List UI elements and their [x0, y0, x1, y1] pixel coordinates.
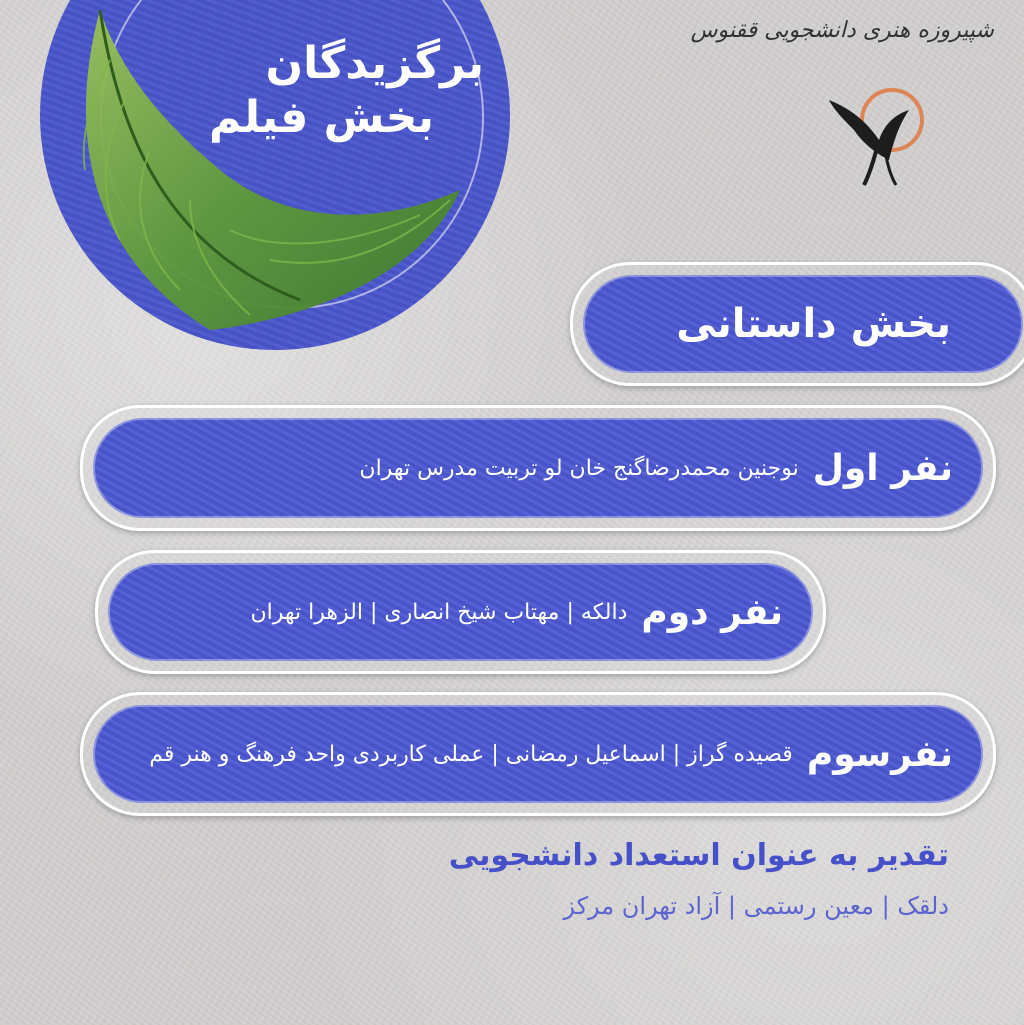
winner-second-text: دالکه | مهتاب شیخ انصاری | الزهرا تهران	[250, 599, 628, 625]
winner-first-inner	[93, 418, 983, 518]
section-pill	[570, 262, 1024, 386]
phoenix-icon	[824, 80, 929, 190]
winner-third-pill	[80, 692, 996, 816]
winner-first-text: نوجنین محمدرضاگنج خان لو تربیت مدرس تهران	[359, 455, 799, 481]
section-title: بخش داستانی	[676, 301, 951, 347]
winner-first-rank: نفر اول	[812, 447, 953, 489]
winner-third-rank: نفرسوم	[806, 733, 953, 775]
winner-second-rank: نفر دوم	[641, 591, 783, 633]
winner-third-inner	[93, 705, 983, 803]
winner-third-text: قصیده گراز | اسماعیل رمضانی | عملی کاربردی واحد فرهنگ و هنر قم	[149, 741, 793, 767]
winner-second-inner	[108, 563, 813, 661]
honorable-text: دلقک | معین رستمی | آزاد تهران مرکز	[563, 892, 949, 920]
page-title-line-2: بخش فیلم	[209, 92, 434, 143]
festival-logo-text: شپیروزه هنری دانشجویی ققنوس	[690, 18, 994, 43]
honorable-title: تقدیر به عنوان استعداد دانشجویی	[448, 838, 949, 873]
winner-first-pill	[80, 405, 996, 531]
winner-second-pill	[95, 550, 826, 674]
section-pill-inner	[583, 275, 1023, 373]
page-title-line-1: برگزیدگان	[265, 38, 484, 89]
